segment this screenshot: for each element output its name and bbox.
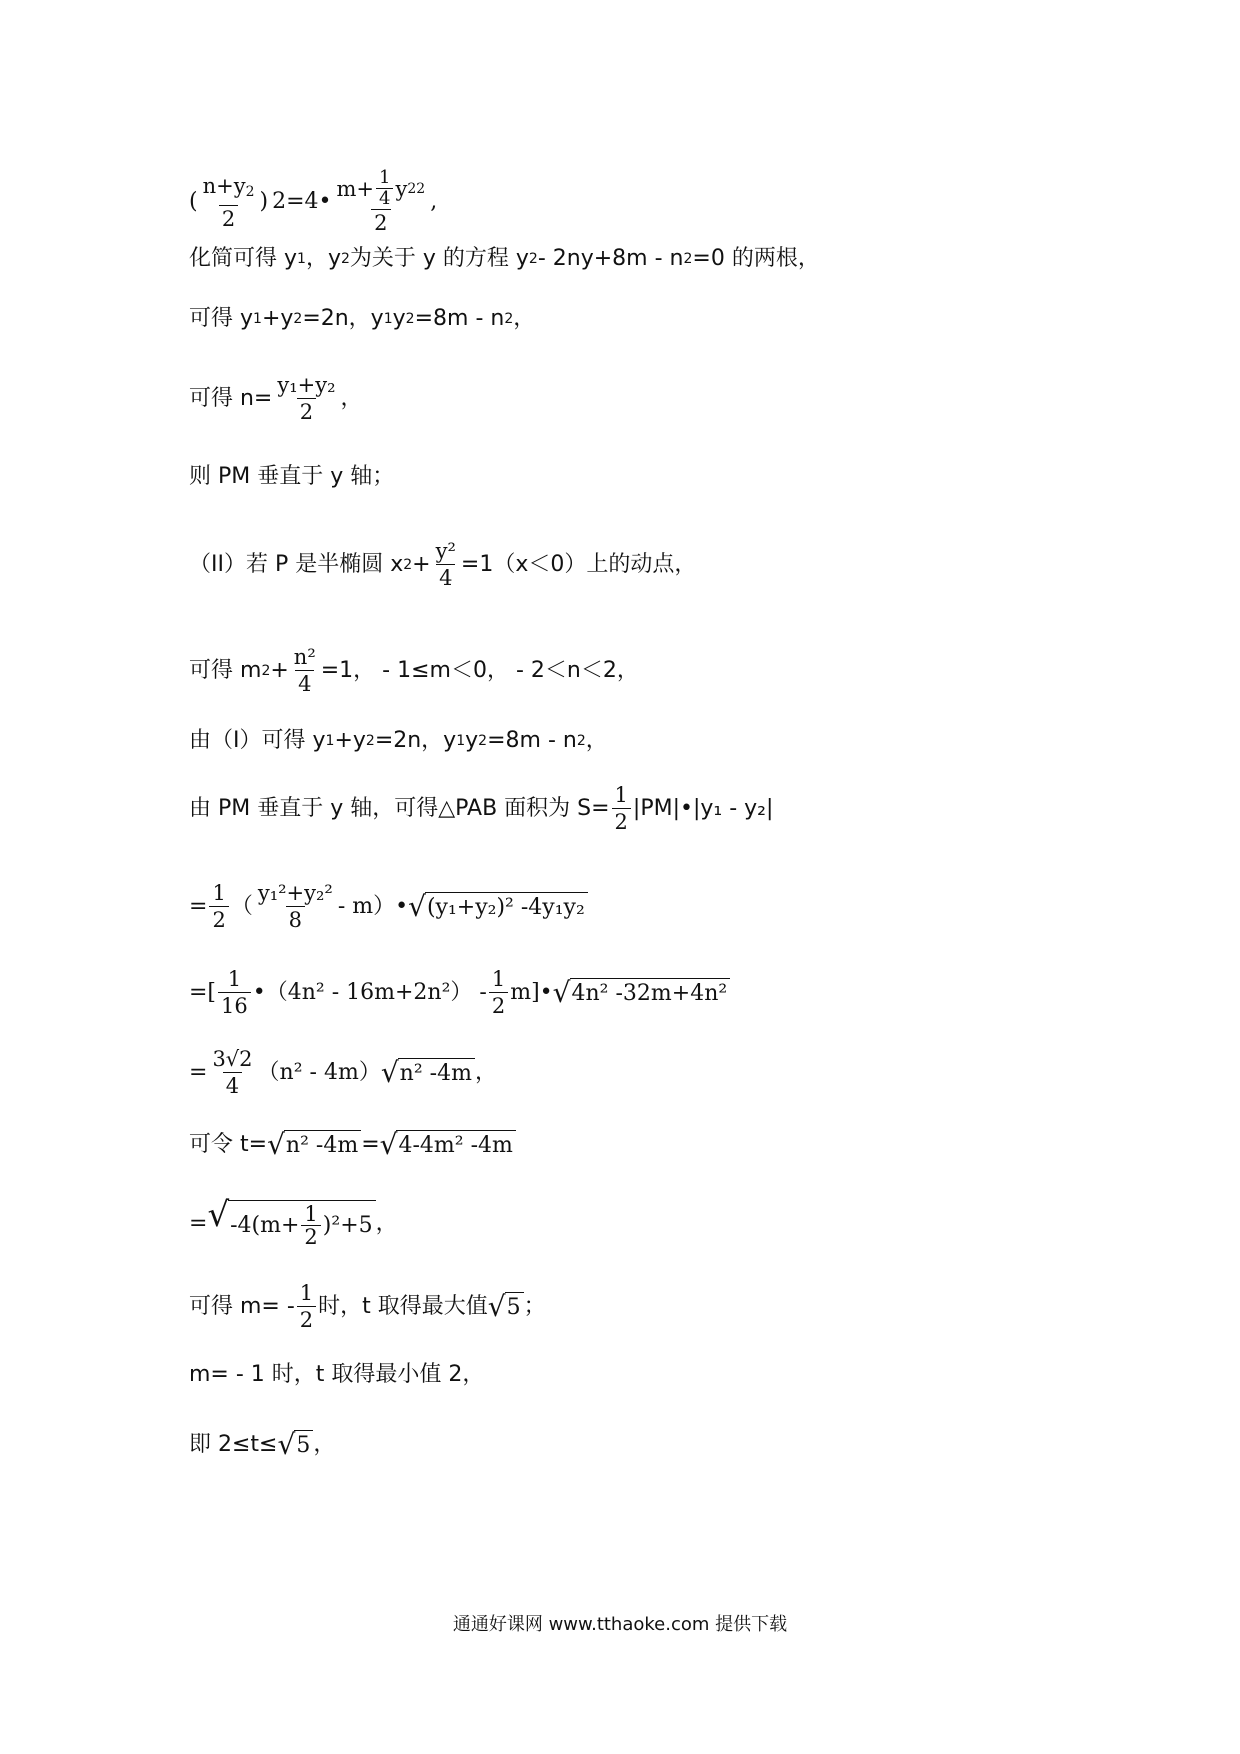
radicand-part: )²+5 (322, 1212, 373, 1238)
fraction (433, 538, 459, 591)
comma: , (430, 189, 438, 214)
text-line-8: 由（I）可得 y 1 +y 2 =2n，y 1 y 2 =8m - n 2 ， (189, 726, 608, 756)
numerator: n+y (202, 173, 246, 198)
fraction (209, 1046, 255, 1099)
text-part: =1， - 1≤m＜0， - 2＜n＜2， (320, 657, 639, 683)
numerator: y₁+y₂ (277, 373, 336, 397)
text-part: = (189, 893, 208, 919)
denominator: 2 (297, 1306, 316, 1333)
square-root (380, 1130, 516, 1160)
text-part: =2n，y (374, 728, 457, 753)
equals-four: 2=4• (272, 189, 332, 214)
square-root (267, 1130, 361, 1160)
denominator: 8 (286, 906, 305, 933)
text-part: y (465, 728, 479, 753)
radicand: 5 (505, 1292, 524, 1322)
radical-sign-icon: √ (267, 1128, 285, 1161)
radicand: (y₁+y₂)² -4y₁y₂ (425, 892, 588, 922)
fraction (297, 1280, 316, 1333)
text-line-7: 可得 m 2 + $\frac{\text{n²}}{4}$ =1， - 1≤m＜0， - 2＜n＜2， (189, 645, 639, 696)
radical-sign-icon: √ (379, 1128, 398, 1161)
text-part: m= - 1 时，t 取得最小值 2， (189, 1362, 485, 1387)
text-part: 时，t 取得最大值 (318, 1293, 488, 1319)
text-part: （II）若 P 是半椭圆 x (189, 551, 404, 577)
text-line-13 (189, 1130, 516, 1160)
big-fraction: m+ $\frac{1}{4}$ y 2 2 2 (336, 167, 426, 235)
text-part: （n² - 4m） (257, 1059, 381, 1085)
denominator: 2 (301, 1225, 320, 1248)
equation-line-14 (189, 1195, 398, 1249)
text-part: +y (334, 728, 366, 753)
equation-line-10 (189, 880, 588, 933)
fraction (209, 880, 228, 933)
text-part: +y (261, 306, 294, 331)
text-part: = (189, 1059, 208, 1085)
fraction (291, 644, 319, 697)
text-part: 可得 m= - (189, 1293, 295, 1319)
text-part: 由 PM 垂直于 y 轴，可得△PAB 面积为 S= (189, 795, 610, 821)
text-line-9 (189, 782, 773, 835)
denominator: 4 (223, 1072, 242, 1099)
numerator: 1 (212, 881, 226, 905)
num-y: y (395, 176, 408, 201)
text-part: =0 的两根， (692, 246, 820, 271)
equation-line-12 (189, 1046, 497, 1099)
denominator: 2 (297, 398, 316, 425)
text-part: =2n，y (302, 306, 384, 331)
numerator: y₁²+y₂² (257, 881, 333, 905)
radicand: n² -4m (398, 1058, 475, 1088)
big-denominator: 2 (371, 209, 390, 236)
text-part: + (412, 551, 431, 577)
text-part: •（4n² - 16m+2n²） - (252, 979, 487, 1005)
square-root (207, 1195, 375, 1249)
numerator: 1 (491, 967, 506, 991)
text-line-16 (189, 1360, 484, 1390)
text-part: 则 PM 垂直于 y 轴； (189, 464, 395, 489)
text-line-3: 可得 y 1 +y 2 =2n，y 1 y 2 =8m - n 2 ， (189, 304, 535, 334)
text-part: 可令 t= (189, 1132, 268, 1157)
text-part: 可得 m (189, 657, 262, 683)
text-part: =8m - n (487, 728, 577, 753)
radicand: 4n² -32m+4n² (570, 978, 731, 1008)
numerator: 1 (304, 1202, 318, 1226)
square-root (487, 1289, 524, 1323)
radicand-part: -4(m+ (230, 1212, 300, 1238)
radical-sign-icon: √ (552, 975, 571, 1009)
text-part: ， (513, 306, 536, 331)
num-part: m+ (336, 176, 375, 201)
text-part: - m）• (337, 893, 409, 919)
text-part: = (361, 1132, 380, 1157)
text-part: ， (474, 1059, 497, 1085)
text-line-17 (189, 1430, 335, 1460)
text-line-2: 化简可得 y 1 ，y 2 为关于 y 的方程 y 2 - 2ny+8m - n 2 =0 的两根， (189, 244, 820, 274)
text-part: m]• (510, 979, 553, 1005)
text-part: ， (585, 728, 608, 753)
numerator: 1 (227, 967, 242, 991)
fraction (612, 782, 631, 835)
square-root (277, 1430, 313, 1460)
paren-close: ) (259, 189, 269, 214)
radical-sign-icon: √ (207, 1195, 230, 1235)
denominator: 4 (436, 564, 455, 591)
text-part: 由（I）可得 y (189, 728, 326, 753)
text-part: = (189, 1211, 208, 1236)
text-part: ，y (305, 246, 341, 271)
denominator: 4 (295, 670, 314, 697)
text-part: + (270, 657, 289, 683)
radical-sign-icon: √ (487, 1289, 506, 1323)
fraction (489, 966, 508, 1019)
fraction (218, 966, 251, 1019)
quarter-bottom: 4 (376, 188, 393, 209)
quarter-top: 1 (379, 167, 391, 188)
text-line-15 (189, 1280, 546, 1333)
text-part: 可得 n= (189, 385, 273, 411)
text-part: ， (313, 1432, 336, 1457)
page-footer: 通通好课网 www.tthaoke.com 提供下载 (452, 1614, 788, 1635)
text-part: |PM|•|y₁ - y₂| (632, 795, 774, 821)
denominator: 2 (219, 205, 238, 232)
radicand: 5 (294, 1430, 313, 1460)
denominator: 2 (209, 906, 228, 933)
radical-sign-icon: √ (277, 1428, 296, 1461)
numerator: 1 (299, 1281, 314, 1305)
equation-line-1 (189, 168, 437, 236)
fraction (255, 880, 336, 933)
radicand: 4-4m² -4m (396, 1130, 515, 1160)
text-part: ； (523, 1293, 546, 1319)
text-part: - 2ny+8m - n (537, 246, 684, 271)
fraction: $\frac{n+y_2}{2}$ (202, 173, 255, 231)
text-line-4 (189, 372, 363, 425)
radical-sign-icon: √ (408, 889, 426, 923)
paren-open: ( (189, 189, 198, 214)
text-part: 为关于 y 的方程 y (349, 246, 529, 271)
text-line-5 (189, 462, 394, 492)
denominator: 2 (612, 808, 631, 835)
equation-line-11 (189, 966, 730, 1019)
text-part: =[ (189, 979, 217, 1005)
text-part: （ (230, 893, 253, 919)
quarter-fraction (376, 168, 393, 209)
fraction (274, 372, 338, 425)
text-part: 化简可得 y (189, 246, 298, 271)
text-part: y (392, 306, 406, 331)
text-part: ， (340, 385, 363, 411)
text-part: ， (375, 1211, 398, 1236)
text-part: 可得 y (189, 306, 254, 331)
numerator: 3√2 (212, 1047, 253, 1071)
radicand: n² -4m (284, 1130, 361, 1160)
text-part: =1（x＜0）上的动点， (460, 551, 697, 577)
denominator: 2 (489, 992, 508, 1019)
square-root (380, 1055, 475, 1089)
square-root (408, 889, 588, 923)
radical-sign-icon: √ (380, 1055, 399, 1089)
numerator: y² (435, 539, 456, 563)
text-part: 即 2≤t≤ (189, 1432, 278, 1457)
square-root (552, 975, 731, 1009)
numerator: n² (293, 645, 316, 669)
numerator: 1 (614, 783, 628, 807)
text-line-6: （II）若 P 是半椭圆 x 2 + $\frac{\text{y²}}{4}$ =1（x＜0）上的动点， (189, 539, 697, 590)
text-part: =8m - n (414, 306, 505, 331)
denominator: 16 (218, 992, 251, 1019)
fraction (301, 1203, 320, 1248)
